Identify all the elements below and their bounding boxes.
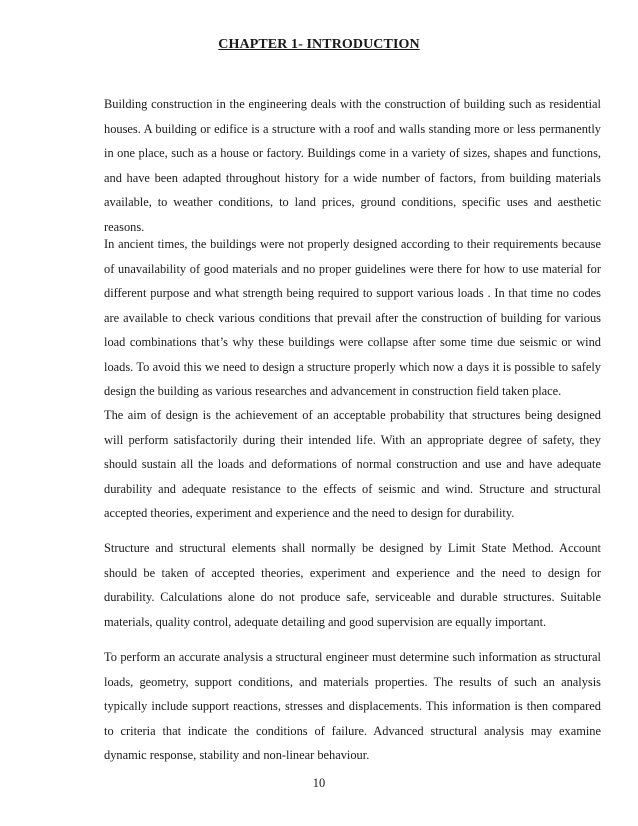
paragraph-structural-analysis: To perform an accurate analysis a structural engineer must determine such information as structural loads, geometry, support conditions, and materials properties. The results of such an analysis typically include support reactions, stresses and displacements. This information is then compared to criteria that indicate the conditions of failure. Advanced structural analysis may examine dynamic response, stability and non-linear behaviour.	[104, 650, 601, 762]
page-number: 10	[312, 776, 326, 790]
paragraph-limit-state-method: Structure and structural elements shall normally be designed by Limit State Method. Account should be taken of accepted theories, experiment and experience and the need to design for durability. Calculations alone do not produce safe, serviceable and durable structures. Suitable materials, quality control, adequate detailing and good supervision are equally important.	[104, 541, 601, 629]
paragraph-aim-of-design: The aim of design is the achievement of an acceptable probability that structures being designed will perform satisfactorily during their intended life. With an appropriate degree of safety, they should sustain all the loads and deformations of normal construction and use and have adequate durability and adequate resistance to the effects of seismic and wind. Structure and structural accepted theories, experiment and experience and the need to design for durability.	[104, 408, 601, 520]
chapter-title: CHAPTER 1- INTRODUCTION	[218, 37, 420, 52]
paragraph-ancient-times: In ancient times, the buildings were not properly designed according to their requirements because of unavailability of good materials and no proper guidelines were there for how to use material for different purpose and what strength being required to support various loads . In that time no codes are available to check various conditions that prevail after the construction of building for various load combinations that’s why these buildings were collapse after some time due seismic or wind loads. To avoid this we need to design a structure properly which now a days it is possible to safely design the building as various researches and advancement in construction field taken place.	[104, 237, 601, 398]
paragraph-building-construction: Building construction in the engineering deals with the construction of building such as residential houses. A building or edifice is a structure with a roof and walls standing more or less permanently in one place, such as a house or factory. Buildings come in a variety of sizes, shapes and functions, and have been adapted throughout history for a wide number of factors, from building materials available, to weather conditions, to land prices, ground conditions, specific uses and aesthetic reasons.	[104, 97, 601, 234]
